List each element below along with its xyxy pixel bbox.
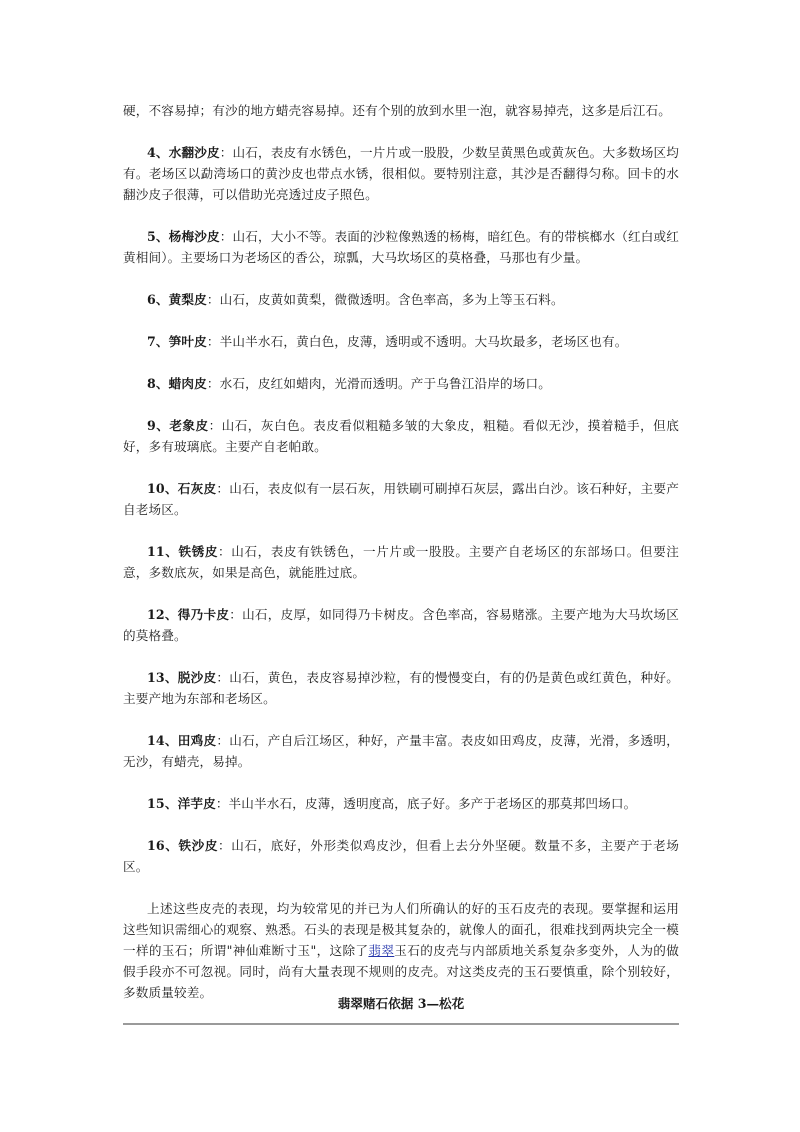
item-number: 11、 (147, 544, 179, 559)
item-number: 10、 (147, 481, 178, 496)
item-term: 杨梅沙皮 (168, 229, 220, 244)
item-paragraph-7 (123, 331, 679, 352)
item-term: 洋芋皮 (177, 796, 216, 811)
item-paragraph-6 (123, 289, 679, 310)
item-paragraph-4 (123, 142, 679, 205)
summary-text-before: 上述这些皮壳的表现，均为较常见的并已为人们所确认的好的玉石皮壳的表现。要掌握和运用这些知识需细心的观察、熟悉。石头的表现是极其复杂的，就像人的面孔，很难找到两块完全一模一样的玉石；所谓"神仙难断寸玉"，这除了 (123, 901, 679, 958)
item-term: 笋叶皮 (168, 334, 207, 349)
item-paragraph-11 (123, 541, 679, 583)
item-term: 脱沙皮 (177, 670, 217, 685)
item-number: 8、 (147, 376, 169, 391)
item-text: ：山石，灰白色。表皮看似粗糙多皱的大象皮，粗糙。看似无沙，摸着糙手，但底好，多有玻璃底。主要产自老帕敢。 (123, 418, 679, 454)
item-text: ：山石，皮厚，如同得乃卡树皮。含色率高，容易赌涨。主要产地为大马坎场区的莫格叠。 (123, 607, 679, 643)
item-text: ：山石，皮黄如黄梨，微微透明。含色率高，多为上等玉石料。 (206, 292, 564, 307)
item-term: 老象皮 (169, 418, 209, 433)
item-text: ：半山半水石，皮薄，透明度高，底子好。多产于老场区的那莫邦凹场口。 (215, 796, 637, 811)
intro-paragraph: 硬，不容易掉；有沙的地方蜡壳容易掉。还有个别的放到水里一泡，就容易掉壳，这多是后江石。 (123, 103, 671, 118)
item-paragraph-5 (123, 226, 679, 268)
item-number: 13、 (147, 670, 178, 685)
item-paragraph-8 (123, 373, 679, 394)
item-number: 6、 (147, 292, 169, 307)
item-term: 黄梨皮 (168, 292, 207, 307)
item-text: ：山石，表皮有铁锈色，一片片或一股股。主要产自老场区的东部场口。但要注意，多数底灰，如果是高色，就能胜过底。 (123, 544, 680, 580)
item-text: ：山石，表皮有水锈色，一片片或一股股，少数呈黄黑色或黄灰色。大多数场区均有。老场区以勐湾场口的黄沙皮也带点水锈，很相似。要特别注意，其沙是否翻得匀称。回卡的水翻沙皮子很薄，可以借助光亮透过皮子照色。 (123, 145, 679, 202)
horizontal-divider (123, 1023, 679, 1025)
summary-text-after: 玉石的皮壳与内部质地关系复杂多变外，人为的做假手段亦不可忽视。同时，尚有大量表现不规则的皮壳。对这类皮壳的玉石要慎重，除个别较好，多数质量较差。 (123, 943, 679, 1000)
item-text: ：山石，表皮似有一层石灰，用铁刷可刷掉石灰层，露出白沙。该石种好，主要产自老场区。 (123, 481, 679, 517)
item-number: 9、 (147, 418, 170, 433)
item-term: 铁锈皮 (178, 544, 219, 559)
item-paragraph-15 (123, 793, 679, 814)
item-paragraph-10 (123, 478, 679, 520)
item-text: ：山石，大小不等。表面的沙粒像熟透的杨梅，暗红色。有的带槟榔水（红白或红黄相间）。主要场口为老场区的香公，琼瓢，大马坎场区的莫格叠，马那也有少量。 (123, 229, 679, 265)
item-term: 水翻沙皮 (168, 145, 220, 160)
item-text: ：山石，产自后江场区，种好，产量丰富。表皮如田鸡皮，皮薄，光滑，多透明，无沙，有蜡壳，易掉。 (123, 733, 679, 769)
jadeite-link[interactable]: 翡翠 (368, 943, 395, 958)
item-term: 铁沙皮 (178, 838, 219, 853)
item-number: 15、 (147, 796, 178, 811)
item-number: 14、 (147, 733, 178, 748)
section-heading: 翡翠赌石依据 3—松花 (337, 996, 465, 1011)
item-number: 4、 (147, 145, 169, 160)
item-number: 5、 (147, 229, 169, 244)
item-paragraph-12 (123, 604, 679, 646)
item-paragraph-13 (123, 667, 679, 709)
article-body (123, 100, 679, 1024)
item-paragraph-9 (123, 415, 679, 457)
item-term: 蜡肉皮 (168, 376, 207, 391)
item-text: ：水石，皮红如蜡肉，光滑而透明。产于乌鲁江沿岸的场口。 (206, 376, 551, 391)
item-term: 得乃卡皮 (177, 607, 230, 622)
item-paragraph-16 (123, 835, 679, 877)
item-text: ：山石，黄色，表皮容易掉沙粒，有的慢慢变白，有的仍是黄色或红黄色，种好。主要产地为东部和老场区。 (123, 670, 679, 706)
item-term: 田鸡皮 (177, 733, 217, 748)
item-text: ：半山半水石，黄白色，皮薄，透明或不透明。大马坎最多，老场区也有。 (206, 334, 628, 349)
summary-paragraph (123, 898, 679, 1003)
item-number: 7、 (147, 334, 169, 349)
item-text: ：山石，底好，外形类似鸡皮沙，但看上去分外坚硬。数量不多，主要产于老场区。 (123, 838, 680, 874)
item-number: 12、 (147, 607, 178, 622)
item-term: 石灰皮 (177, 481, 217, 496)
item-number: 16、 (147, 838, 179, 853)
item-paragraph-14 (123, 730, 679, 772)
